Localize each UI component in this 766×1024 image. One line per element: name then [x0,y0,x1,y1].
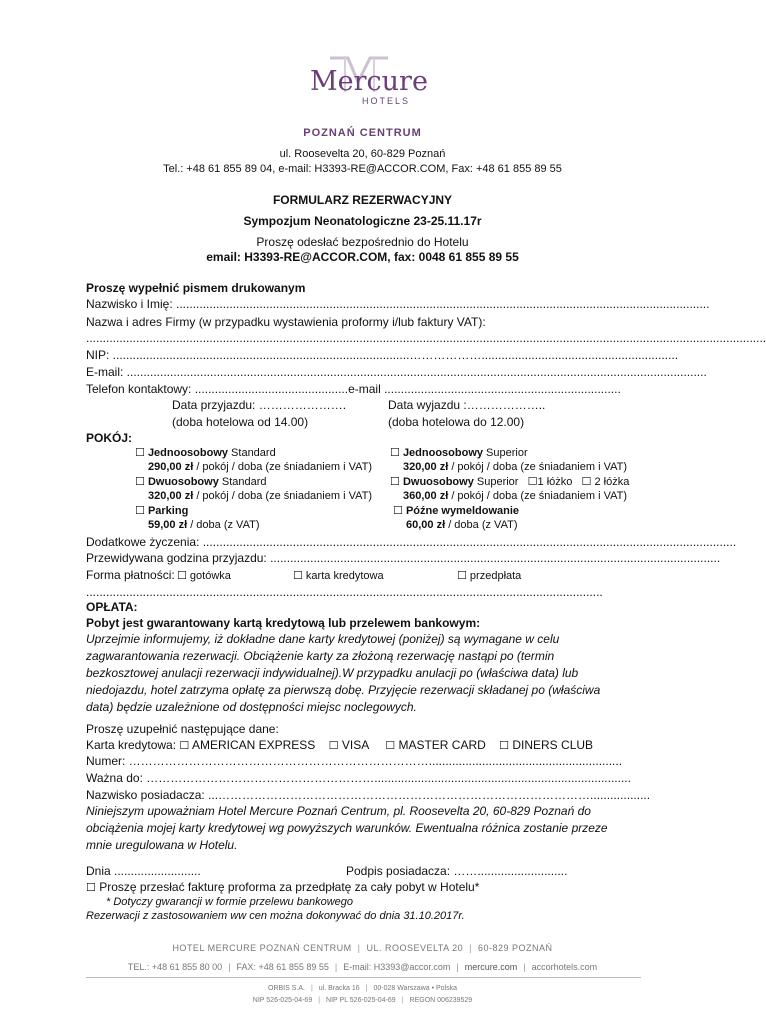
option-name: Parking [147,505,189,517]
checkbox-icon[interactable]: ☐ [390,446,400,459]
price: 59,00 zł [148,519,188,531]
footer-hotel: HOTEL MERCURE POZNAŃ CENTRUM [172,943,352,953]
checkbox-icon[interactable]: ☐ [177,569,187,582]
nip-field[interactable]: NIP: .........................................................................................………………........................................................... [86,348,679,362]
card-holder-field[interactable]: Nazwisko posiadacza: ...………………………………………………………………………………….................. [86,788,651,802]
footer-mail[interactable]: E-mail: H3393@accor.com [343,962,451,972]
arrival-note: (doba hotelowa od 14.00) [172,415,309,429]
form-heading: Proszę wypełnić pismem drukowanym [86,281,306,295]
signature-field[interactable]: Podpis posiadacza: ……........................... [346,864,568,878]
card-mastercard[interactable]: MASTER CARD [395,738,486,752]
footer-street: UL. ROOSEVELTA 20 [366,943,464,953]
option-label: Proszę przesłać fakturę proforma za przedpłatę za cały pobyt w Hotelu* [95,880,480,894]
footer-contact: TEL.: +48 61 855 80 00 | FAX: +48 61 855 89 55 | E-mail: H3393@accor.com | mercure.com | accorhotels.com [127,962,598,972]
checkbox-icon[interactable]: ☐ [135,446,145,459]
payment-card[interactable] [293,569,384,582]
checkbox-icon[interactable]: ☐ [581,475,592,488]
payment-prepay[interactable] [457,569,521,582]
mercure-logo [300,52,430,112]
footer-company: ORBIS S.A. | ul. Bracka 16 | 00-028 Warszawa • Polska [268,985,457,992]
room-single-superior-price [403,461,627,473]
late-checkout-price [406,519,517,531]
arrival-time-field[interactable]: Przewidywana godzina przyjazdu: ....................................................................................................................................... [86,551,721,565]
room-double-superior-price [403,490,627,502]
checkbox-icon[interactable]: ☐ [328,739,339,752]
date-field[interactable]: Dnia .......................... [86,864,201,878]
payment-method-label: Forma płatności: [86,568,175,582]
payment-heading: OPŁATA: [86,600,138,614]
room-type: Superior [473,476,519,488]
price-terms: / doba (z VAT) [187,519,260,531]
card-type-row [86,738,593,752]
room-single-superior[interactable] [390,446,528,459]
checkbox-icon[interactable]: ☐ [293,569,303,582]
location-title: POZNAŃ CENTRUM [303,127,422,139]
footer-registration: NIP 526-025-04-69 | NIP PL 526-025-04-69 | REGON 006239529 [252,997,473,1004]
room-type: Standard [218,476,267,488]
price-terms: / pokój / doba (ze śniadaniem i VAT) [193,490,372,502]
checkbox-icon[interactable]: ☐ [393,504,403,517]
checkbox-icon[interactable]: ☐ [86,881,96,894]
authorization-1: Niniejszym upoważniam Hotel Mercure Poznań Centrum, pl. Roosevelta 20, 60-829 Poznań do [86,804,591,818]
checkbox-icon[interactable]: ☐ [135,504,145,517]
payment-paragraph-3: bezkosztowej anulacji rezerwacji indywidualnej).W przypadku anulacji po (właściwa data) lub [86,666,579,680]
proforma-option[interactable] [86,880,479,894]
room-name: Dwuosobowy [402,476,474,488]
payment-cash[interactable] [177,569,231,582]
payment-paragraph-2: zagwarantowania rezerwacji. Obciążenie karty za złożoną rezerwację nastąpi po (termin [86,649,555,663]
card-diners[interactable]: DINERS CLUB [509,738,594,752]
price-terms: / pokój / doba (ze śniadaniem i VAT) [193,461,372,473]
payment-paragraph-4: niedojazdu, hotel zatrzyma opłatę za pierwszą dobę. Przyjęcie rezerwacji składanej po (właściwa [86,683,601,697]
logo-subtitle: HOTELS [362,96,411,106]
price: 320,00 zł [403,461,449,473]
room-double-standard-price [148,490,372,502]
option-name: Późne wymeldowanie [405,505,520,517]
option-label: gotówka [186,570,231,582]
footer-divider [86,977,641,978]
company-field[interactable]: ............................................................................................................................................................................................................ [86,331,766,345]
footer-city: 60-829 POZNAŃ [478,943,553,953]
event-name: Sympozjum Neonatologiczne 23-25.11.17r [243,214,482,228]
card-valid-field[interactable]: Ważna do: …………………………………………………............................................................................. [86,771,631,785]
checkbox-icon[interactable]: ☐ [527,475,538,488]
parking-option[interactable] [135,504,188,517]
email-fax-line: email: H3393-RE@ACCOR.COM, fax: 0048 61 855 89 55 [206,250,519,264]
hotel-address: ul. Roosevelta 20, 60-829 Poznań [279,148,446,160]
room-name: Jednoosobowy [402,447,483,459]
payment-paragraph-5: data) będzie uzależnione od dostępności miejsc noclegowych. [86,700,417,714]
authorization-2: obciążenia mojej karty kredytowej wg powyższych warunków. Ewentualna różnica zostanie przeze [86,821,608,835]
footer-nip: NIP 526-025-04-69 [252,997,313,1004]
bed-option-1: 1 łóżko [537,476,573,488]
price: 320,00 zł [148,490,194,502]
arrival-date-field[interactable]: Data przyjazdu: …………………. [172,398,347,412]
room-type: Superior [483,447,528,459]
price-terms: / pokój / doba (ze śniadaniem i VAT) [448,461,627,473]
footer-company-city: 00-028 Warszawa • Polska [373,985,457,992]
footnote: * Dotyczy gwarancji w formie przelewu bankowego [106,896,353,908]
room-single-standard[interactable] [135,446,276,459]
room-single-standard-price [148,461,372,473]
room-name: Jednoosobowy [147,447,228,459]
checkbox-icon[interactable]: ☐ [457,569,467,582]
wishes-field[interactable]: Dodatkowe życzenia: ................................................................................................................................................................ [86,535,737,549]
price: 360,00 zł [403,490,449,502]
room-type: Standard [228,447,276,459]
departure-note: (doba hotelowa do 12.00) [388,415,525,429]
price: 60,00 zł [406,519,446,531]
footer-nip-pl: NIP PL 526-025-04-69 [326,997,396,1004]
guarantee-text: Pobyt jest gwarantowany kartą kredytową lub przelewem bankowym: [86,616,481,630]
checkbox-icon[interactable]: ☐ [179,739,190,752]
footer-tel: TEL.: +48 61 855 80 00 [127,962,223,972]
footer-address: HOTEL MERCURE POZNAŃ CENTRUM | UL. ROOSEVELTA 20 | 60-829 POZNAŃ [172,943,553,953]
room-double-standard[interactable] [135,475,267,488]
footer-regon: REGON 006239529 [409,997,473,1004]
footer-web-mercure[interactable]: mercure.com [464,962,518,972]
company-label: Nazwa i adres Firmy (w przypadku wystawienia proformy i/lub faktury VAT): [86,315,486,329]
departure-date-field[interactable]: Data wyjazdu :……………….. [388,398,546,412]
authorization-3: mnie uregulowana w Hotelu. [86,838,238,852]
card-intro: Proszę uzupełnić następujące dane: [86,722,279,736]
deadline-note: Rezerwacji z zastosowaniem ww cen można dokonywać do dnia 31.10.2017r. [86,910,465,922]
hotel-contact: Tel.: +48 61 855 89 04, e-mail: H3393-RE@ACCOR.COM, Fax: +48 61 855 89 55 [163,163,562,175]
logo-wordmark: Mercure [310,66,428,97]
card-amex[interactable]: AMERICAN EXPRESS [189,738,316,752]
price-terms: / doba (z VAT) [445,519,518,531]
card-type-label: Karta kredytowa: [86,738,177,752]
dotted-line: ........................................................................................................................................................... [86,585,603,599]
checkbox-icon[interactable]: ☐ [135,475,145,488]
option-label: karta kredytowa [302,570,384,582]
phone-field[interactable]: Telefon kontaktowy: ..............................................e-mail ....................................................................... [86,382,621,396]
email-field[interactable]: E-mail: .............................................................................................................................................................................. [86,365,707,379]
footer-company-street: ul. Bracka 16 [318,985,360,992]
instruction: Proszę odesłać bezpośrednio do Hotelu [256,235,469,249]
form-title: FORMULARZ REZERWACYJNY [272,193,453,207]
checkbox-icon[interactable]: ☐ [499,739,510,752]
footer-fax: FAX: +48 61 855 89 55 [236,962,329,972]
card-visa[interactable]: VISA [338,738,369,752]
room-double-superior[interactable] [390,475,629,488]
footer-web-accor[interactable]: accorhotels.com [531,962,598,972]
checkbox-icon[interactable]: ☐ [385,739,396,752]
bed-option-2: 2 łóżka [591,476,630,488]
checkbox-icon[interactable]: ☐ [390,475,400,488]
rooms-heading: POKÓJ: [86,431,133,445]
price: 290,00 zł [148,461,194,473]
card-number-field[interactable]: Numer: ………………………………………………………………….......................................................... [86,754,623,768]
price-terms: / pokój / doba (ze śniadaniem i VAT) [448,490,627,502]
footer-company-name: ORBIS S.A. [268,985,305,992]
option-label: przedpłata [466,570,522,582]
parking-price [148,519,259,531]
late-checkout-option[interactable] [393,504,519,517]
payment-paragraph-1: Uprzejmie informujemy, iż dokładne dane karty kredytowej (poniżej) są wymagane w celu [86,632,560,646]
name-field[interactable]: Nazwisko i Imię: ................................................................................................................................................................ [86,297,710,311]
room-name: Dwuosobowy [147,476,219,488]
